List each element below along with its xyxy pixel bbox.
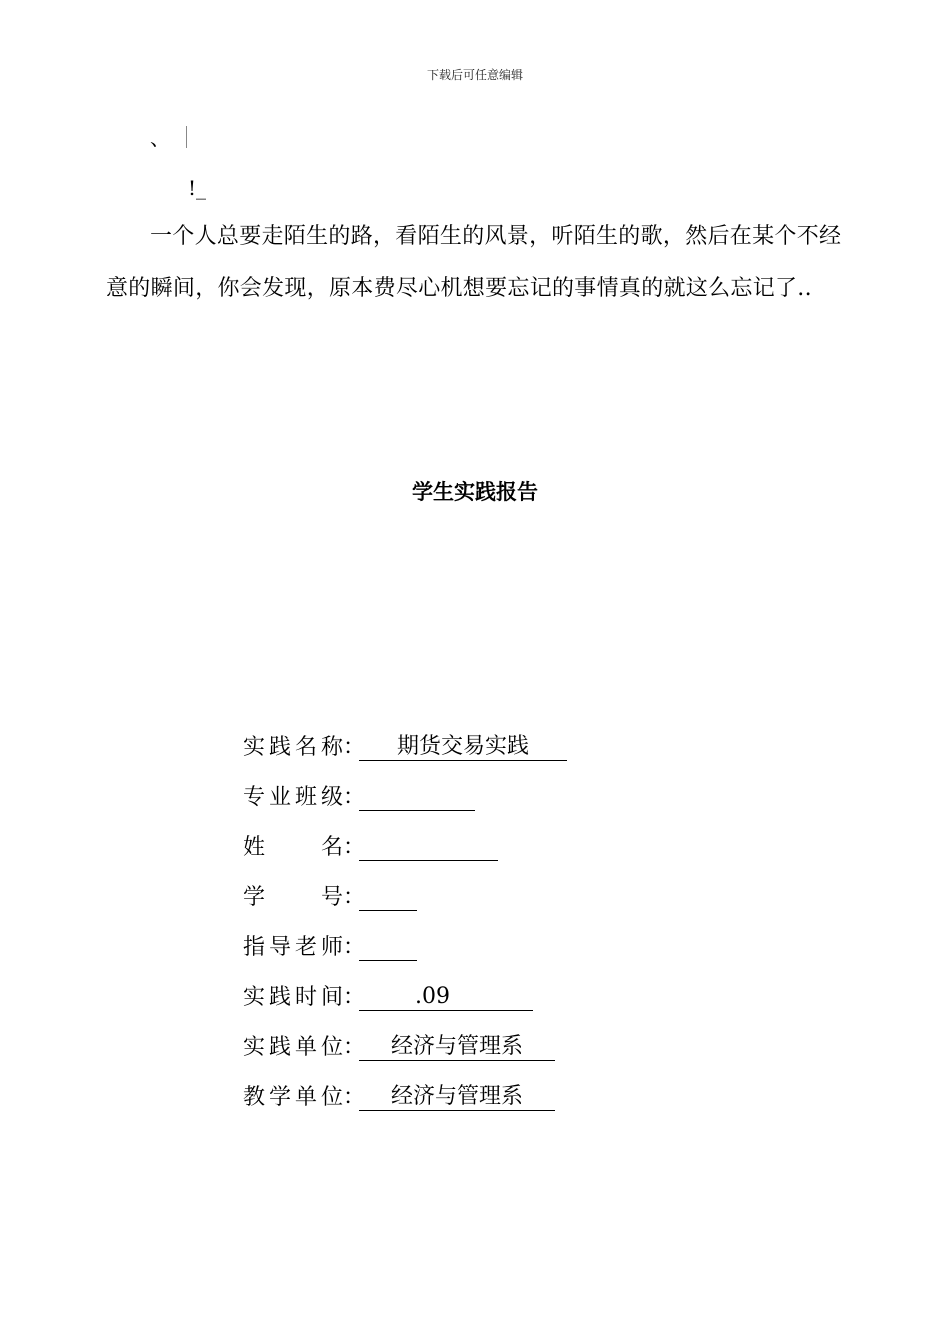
stray-mark-line-2: !_: [188, 176, 207, 200]
student-id-field: [359, 883, 417, 911]
stray-mark-line-1: [150, 126, 187, 150]
teaching-unit-field: 经济与管理系: [359, 1083, 555, 1111]
form-label: 专业班级: [243, 784, 343, 810]
report-info-form: [243, 720, 743, 1120]
form-colon: ：: [343, 1084, 366, 1110]
form-label: 姓名: [243, 834, 343, 860]
practice-name-field: 期货交易实践: [359, 733, 567, 761]
form-label: 实践单位: [243, 1034, 343, 1060]
form-colon: ：: [343, 884, 366, 910]
stray-mark-comma: 、: [150, 126, 170, 150]
report-title: 学生实践报告: [412, 480, 538, 504]
form-label: 实践名称: [243, 734, 343, 760]
form-row-class: [243, 770, 743, 820]
form-row-advisor: [243, 920, 743, 970]
class-field: [359, 783, 475, 811]
form-row-student-id: [243, 870, 743, 920]
form-row-practice-name: [243, 720, 743, 770]
intro-paragraph: 一个人总要走陌生的路，看陌生的风景，听陌生的歌，然后在某个不经意的瞬间，你会发现，原本费尽心机想要忘记的事情真的就这么忘记了..: [106, 224, 842, 301]
form-label: 学号: [243, 884, 343, 910]
form-colon: ：: [343, 1034, 366, 1060]
form-label: 实践时间: [243, 984, 343, 1010]
form-label: 教学单位: [243, 1084, 343, 1110]
advisor-field: [359, 933, 417, 961]
form-row-practice-unit: [243, 1020, 743, 1070]
form-row-practice-time: [243, 970, 743, 1020]
form-colon: ：: [343, 784, 366, 810]
page-header: 下载后可任意编辑: [426, 68, 523, 82]
form-colon: ：: [343, 984, 366, 1010]
form-label: 指导老师: [243, 934, 343, 960]
practice-unit-field: 经济与管理系: [359, 1033, 555, 1061]
form-colon: ：: [343, 934, 366, 960]
form-colon: ：: [343, 734, 366, 760]
form-row-teaching-unit: [243, 1070, 743, 1120]
practice-time-field: .09: [359, 983, 533, 1011]
form-row-name: [243, 820, 743, 870]
text-cursor-mark: [186, 126, 187, 148]
form-colon: ：: [343, 834, 366, 860]
name-field: [359, 833, 498, 861]
